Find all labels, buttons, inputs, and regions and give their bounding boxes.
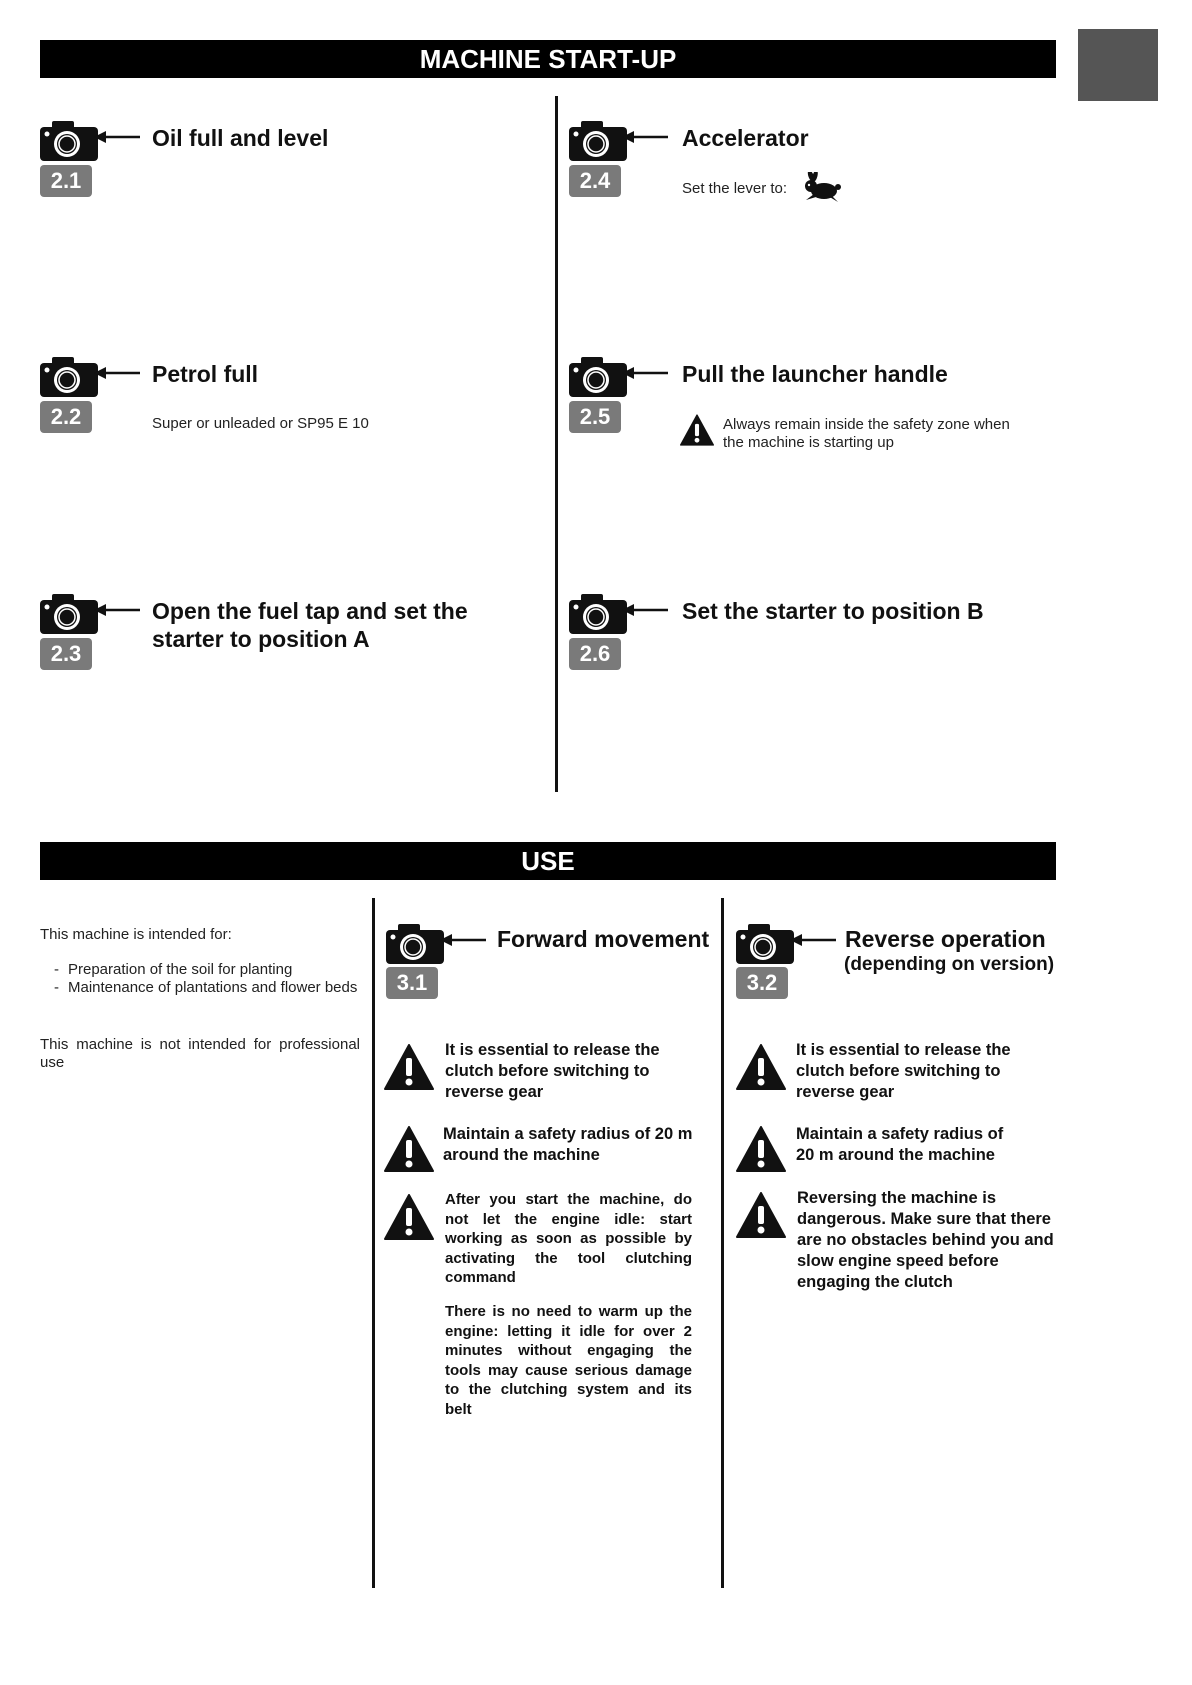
- arrow-left-icon: [622, 603, 668, 617]
- arrow-left-icon: [622, 366, 668, 380]
- step-title: Open the fuel tap and set the starter to position A: [152, 598, 468, 652]
- warning-text: It is essential to release the clutch before switching to reverse gear: [445, 1041, 660, 1101]
- warning-text: Maintain a safety radius of 20 m around the machine: [796, 1125, 1004, 1164]
- arrow-left-icon: [622, 130, 668, 144]
- step-badge: 2.3: [40, 638, 92, 670]
- intended-text: This machine is intended for:: [40, 926, 232, 943]
- column-divider: [721, 898, 724, 1588]
- info-note: There is no need to warm up the engine: letting it idle for over 2 minutes without engaging the tools may cause serious damage to the clutching system and its belt: [445, 1303, 692, 1418]
- step-title: Petrol full: [152, 361, 259, 387]
- section-header-startup: MACHINE START-UP: [40, 40, 1056, 78]
- rabbit-icon: [802, 172, 842, 204]
- step-note: Super or unleaded or SP95 E 10: [152, 415, 369, 432]
- camera-icon: [40, 594, 98, 634]
- list-item: - Maintenance of plantations and flower beds: [40, 979, 360, 997]
- warning-icon: [736, 1126, 786, 1172]
- chapter-tab: [1078, 29, 1158, 101]
- arrow-left-icon: [94, 366, 140, 380]
- camera-icon: [569, 121, 627, 161]
- step-title: Accelerator: [682, 125, 809, 151]
- arrow-left-icon: [440, 933, 486, 947]
- warning-text: Always remain inside the safety zone when the machine is starting up: [723, 416, 1010, 451]
- camera-icon: [40, 121, 98, 161]
- step-badge: 2.1: [40, 165, 92, 197]
- column-divider: [555, 96, 558, 792]
- step-badge: 3.2: [736, 967, 788, 999]
- step-badge: 3.1: [386, 967, 438, 999]
- arrow-left-icon: [94, 603, 140, 617]
- camera-icon: [569, 594, 627, 634]
- step-title: Forward movement: [497, 926, 710, 952]
- step-badge: 2.2: [40, 401, 92, 433]
- camera-icon: [386, 924, 444, 964]
- warning-text: After you start the machine, do not let the engine idle: start working as soon as possible by activating the tool clutching command: [445, 1191, 692, 1286]
- warning-icon: [384, 1044, 434, 1090]
- warning-icon: [384, 1126, 434, 1172]
- step-title: Reverse operation: [845, 926, 1046, 952]
- warning-icon: [384, 1194, 434, 1240]
- warning-icon: [736, 1192, 786, 1238]
- column-divider: [372, 898, 375, 1588]
- step-subtitle: (depending on version): [844, 954, 1055, 975]
- warning-text: Maintain a safety radius of 20 m around the machine: [443, 1125, 693, 1164]
- warning-text: It is essential to release the clutch before switching to reverse gear: [796, 1041, 1011, 1101]
- section-header-use: USE: [40, 842, 1056, 880]
- arrow-left-icon: [790, 933, 836, 947]
- warning-text: Reversing the machine is dangerous. Make sure that there are no obstacles behind you and slow engine speed before engaging the clutch: [797, 1189, 1054, 1291]
- camera-icon: [40, 357, 98, 397]
- not-intended-text: This machine is not intended for professional use: [40, 1036, 360, 1071]
- list-item: - Preparation of the soil for planting: [40, 961, 360, 979]
- warning-icon: [736, 1044, 786, 1090]
- step-badge: 2.6: [569, 638, 621, 670]
- step-title: Oil full and level: [152, 125, 329, 151]
- step-title: Set the starter to position B: [682, 598, 984, 624]
- camera-icon: [569, 357, 627, 397]
- step-title: Pull the launcher handle: [682, 361, 948, 387]
- arrow-left-icon: [94, 130, 140, 144]
- step-badge: 2.4: [569, 165, 621, 197]
- warning-icon: [680, 414, 714, 446]
- step-note: Set the lever to:: [682, 180, 788, 197]
- camera-icon: [736, 924, 794, 964]
- intended-list: [40, 961, 360, 997]
- step-badge: 2.5: [569, 401, 621, 433]
